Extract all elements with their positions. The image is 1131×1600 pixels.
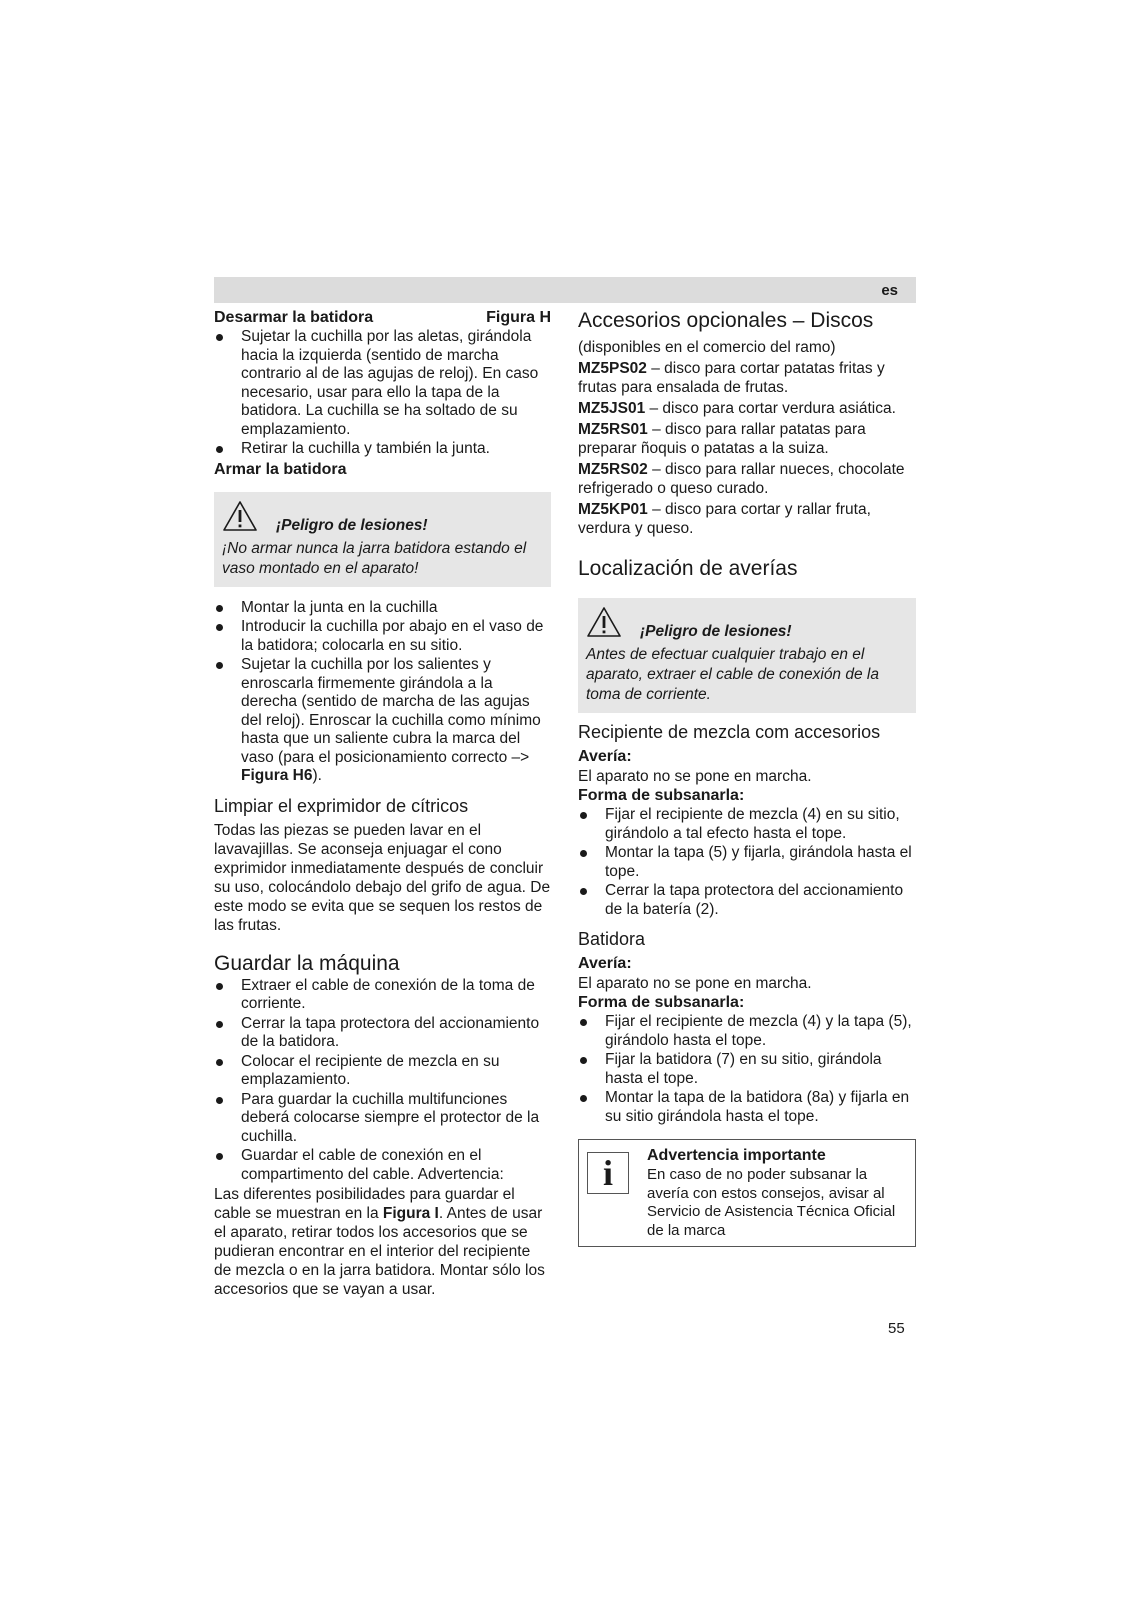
blender-fault-label: Avería: — [578, 955, 632, 972]
list-item: Fijar el recipiente de mezcla (4) en su sitio, girándolo a tal efecto hasta el tope. — [578, 806, 916, 843]
notice-title: Advertencia importante — [647, 1147, 826, 1164]
accessory-item: MZ5RS02 – disco para rallar nueces, chocolate refrigerado o queso curado. — [578, 461, 905, 497]
list-item: Para guardar la cuchilla multifunciones deberá colocarse siempre el protector de la cuchilla. — [214, 1091, 551, 1147]
store-title: Guardar la máquina — [214, 951, 400, 975]
blender-section-title: Batidora — [578, 929, 646, 949]
right-column — [578, 308, 916, 1247]
troubleshooting-title: Localización de averías — [578, 557, 798, 580]
accessory-item: MZ5PS02 – disco para cortar patatas fritas y frutas para ensalada de frutas. — [578, 360, 885, 396]
list-item: Cerrar la tapa protectora del accionamiento de la batidora. — [214, 1015, 551, 1052]
accessories-intro: (disponibles en el comercio del ramo) — [578, 339, 836, 356]
bowl-fault-text: El aparato no se pone en marcha. — [578, 768, 812, 785]
figure-i-ref: Figura I — [382, 1205, 439, 1222]
warning-triangle-icon — [222, 500, 258, 537]
accessory-item: MZ5KP01 – disco para cortar y rallar fruta, verdura y queso. — [578, 501, 871, 537]
store-steps — [214, 977, 551, 1185]
disassemble-figure-ref: Figura H — [486, 309, 551, 326]
bowl-remedy-label: Forma de subsanarla: — [578, 787, 745, 804]
accessories-title: Accesorios opcionales – Discos — [578, 309, 874, 332]
left-column — [214, 308, 551, 1299]
list-item: Fijar la batidora (7) en su sitio, girándola hasta el tope. — [578, 1051, 916, 1088]
page-number: 55 — [888, 1320, 905, 1337]
blender-fault-text: El aparato no se pone en marcha. — [578, 975, 812, 992]
language-code: es — [881, 282, 898, 299]
troubleshooting-warning-box — [578, 598, 916, 713]
clean-text: Todas las piezas se pueden lavar en el lavavajillas. Se aconseja enjuagar el cono exprimidor inmediatamente después de concluir su uso, colocándolo debajo del grifo de agua. De este modo se evita que se sequen los restos de las frutas. — [214, 821, 551, 934]
list-item: Colocar el recipiente de mezcla en su emplazamiento. — [214, 1053, 551, 1090]
disassemble-heading — [214, 308, 551, 328]
blender-remedy-label: Forma de subsanarla: — [578, 994, 745, 1011]
list-item: Sujetar la cuchilla por las aletas, girándola hacia la izquierda (sentido de marcha contrario al de las agujas de reloj). En caso necesario, usar para ello la tapa de la batidora. La cuchilla se ha soltado de su emplazamiento. — [214, 328, 551, 439]
list-item: Sujetar la cuchilla por los salientes y enroscarla firmemente girándola a la derecha (sentido de marcha de las agujas del reloj). Enroscar la cuchilla como mínimo hasta que un saliente cubra la marca del vaso (para el posicionamiento correcto –> Figura H6). — [214, 656, 551, 786]
bowl-remedy-steps — [578, 806, 916, 919]
bowl-section-title: Recipiente de mezcla com accesorios — [578, 722, 881, 742]
list-item: Fijar el recipiente de mezcla (4) y la tapa (5), girándolo hasta el tope. — [578, 1013, 916, 1050]
assemble-steps — [214, 599, 551, 786]
list-item: Montar la tapa de la batidora (8a) y fijarla en su sitio girándola hasta el tope. — [578, 1089, 916, 1126]
blender-remedy-steps — [578, 1013, 916, 1126]
store-note: Las diferentes posibilidades para guardar el cable se muestran en la Figura I. Antes de usar el aparato, retirar todos los accesorios que se pudieran encontrar en el interior del recipiente de mezcla o en la jarra batidora. Montar sólo los accesorios que se vayan a usar. — [214, 1186, 545, 1298]
list-item: Montar la tapa (5) y fijarla, girándola hasta el tope. — [578, 844, 916, 881]
info-icon: i — [587, 1152, 629, 1194]
disassemble-steps — [214, 328, 551, 459]
disassemble-title: Desarmar la batidora — [214, 309, 374, 326]
list-item: Montar la junta en la cuchilla — [214, 599, 551, 618]
warning-text: Antes de efectuar cualquier trabajo en el aparato, extraer el cable de conexión de la toma de corriente. — [586, 646, 879, 703]
list-item: Introducir la cuchilla por abajo en el vaso de la batidora; colocarla en su sitio. — [214, 618, 551, 655]
clean-title: Limpiar el exprimidor de cítricos — [214, 795, 469, 816]
assemble-title: Armar la batidora — [214, 460, 347, 478]
header-bar — [214, 277, 916, 303]
assemble-warning-box — [214, 492, 551, 587]
notice-text: En caso de no poder subsanar la avería con estos consejos, avisar al Servicio de Asistencia Técnica Oficial de la marca — [647, 1166, 896, 1239]
bowl-fault-label: Avería: — [578, 748, 632, 765]
list-item: Extraer el cable de conexión de la toma de corriente. — [214, 977, 551, 1014]
warning-text: ¡No armar nunca la jarra batidora estando el vaso montado en el aparato! — [222, 539, 527, 577]
figure-h6-ref: Figura H6 — [241, 767, 313, 784]
important-notice-box — [578, 1139, 916, 1247]
warning-title: ¡Peligro de lesiones! — [640, 623, 792, 640]
list-item: Retirar la cuchilla y también la junta. — [214, 440, 551, 459]
warning-title: ¡Peligro de lesiones! — [276, 516, 428, 534]
accessory-item: MZ5JS01 – disco para cortar verdura asiática. — [578, 400, 896, 417]
accessory-item: MZ5RS01 – disco para rallar patatas para preparar ñoquis o patatas a la suiza. — [578, 421, 866, 457]
list-item: Guardar el cable de conexión en el compartimento del cable. Advertencia: — [214, 1147, 551, 1184]
warning-triangle-icon — [586, 606, 622, 643]
list-item: Cerrar la tapa protectora del accionamiento de la batería (2). — [578, 882, 916, 919]
